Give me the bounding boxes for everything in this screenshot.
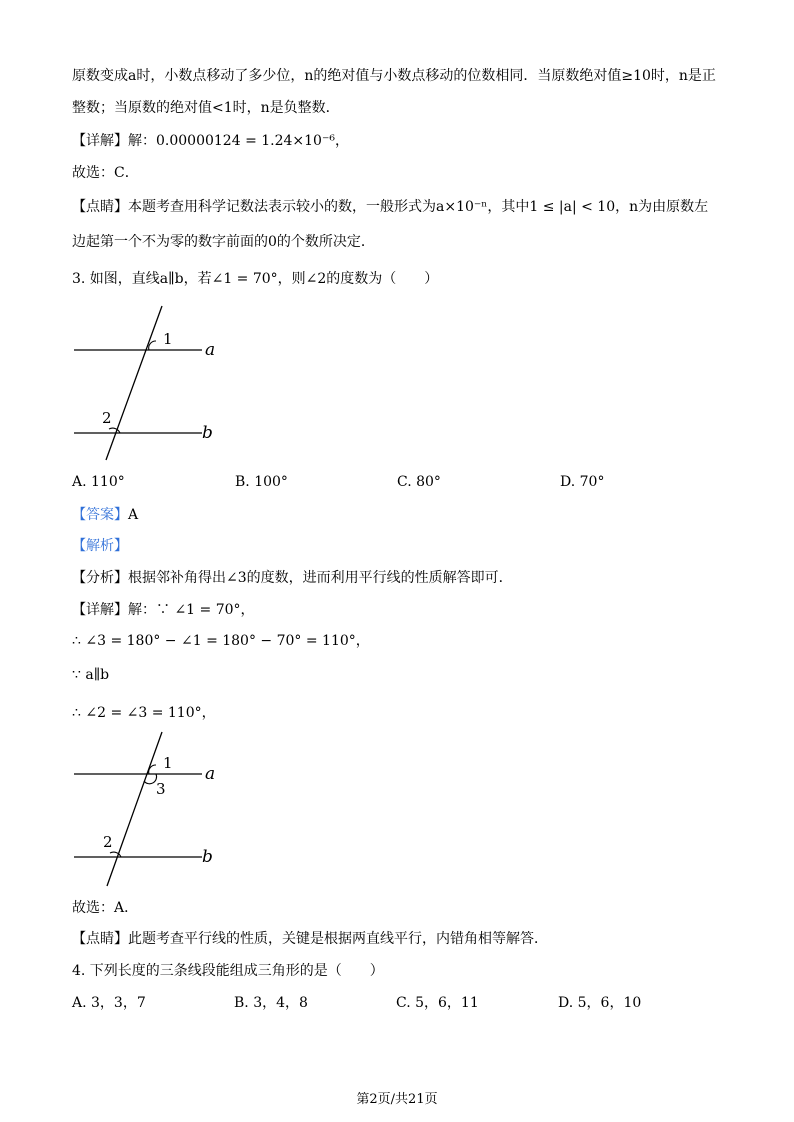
q3-option-d: D. 70°: [560, 474, 605, 490]
q3-stem: 3. 如图，直线a∥b，若∠1 = 70°，则∠2的度数为（ ）: [72, 271, 439, 287]
q3-step-4: ∴ ∠2 = ∠3 = 110°，: [72, 705, 216, 721]
parallel-lines-diagram: [60, 300, 260, 465]
q3-choice: 故选：A．: [72, 900, 139, 916]
q3-answer-line: [72, 505, 732, 525]
parallel-lines-diagram-annotated: [60, 726, 260, 891]
answer-tag: 【答案】: [72, 507, 128, 523]
q3-comment: 【点睛】此题考查平行线的性质，关键是根据两直线平行，内错角相等解答．: [72, 931, 548, 947]
q3-analysis: 【分析】根据邻补角得出∠3的度数，进而利用平行线的性质解答即可．: [72, 570, 513, 586]
q3-step-2: ∴ ∠3 = 180° − ∠1 = 180° − 70° = 110°，: [72, 633, 370, 649]
q3-figure-2: [60, 726, 260, 891]
line-a-label: a: [205, 340, 216, 360]
line-b-label: b: [202, 847, 213, 867]
transversal: [107, 732, 162, 886]
q2-comment-line-1: 【点睛】本题考查用科学记数法表示较小的数，一般形式为a×10⁻ⁿ，其中1 ≤ |a| < 10，n为由原数左: [72, 199, 709, 215]
angle-1-label: 1: [163, 754, 173, 772]
page-number-footer: 第2页/共21页: [356, 1092, 438, 1107]
q4-option-a: A. 3，3，7: [72, 995, 146, 1011]
q4-option-b: B. 3，4，8: [234, 995, 308, 1011]
intro-line-2: 整数；当原数的绝对值<1时，n是负整数．: [72, 100, 340, 116]
intro-line-1: 原数变成a时，小数点移动了多少位，n的绝对值与小数点移动的位数相同．当原数绝对值≥10时，n是正: [72, 68, 716, 84]
transversal: [106, 306, 162, 460]
analysis-tag: 【解析】: [72, 538, 128, 554]
angle-3-label: 3: [156, 780, 166, 798]
line-a-label: a: [205, 764, 216, 784]
angle-2-label: 2: [102, 409, 112, 427]
q3-option-c: C. 80°: [397, 474, 441, 490]
q4-option-d: D. 5，6，10: [558, 995, 642, 1011]
angle-2-arc: [109, 428, 120, 433]
angle-2-label: 2: [103, 833, 113, 851]
q3-step-1: 【详解】解：∵ ∠1 = 70°，: [72, 602, 255, 618]
q3-option-a: A. 110°: [72, 474, 125, 490]
q4-stem: 4. 下列长度的三条线段能组成三角形的是（ ）: [72, 963, 384, 979]
q2-detail: 【详解】解：0.00000124 = 1.24×10⁻⁶，: [72, 133, 349, 149]
line-b-label: b: [202, 423, 213, 443]
angle-1-arc: [149, 341, 156, 350]
q2-comment-line-2: 边起第一个不为零的数字前面的0的个数所决定．: [72, 234, 375, 250]
answer-value: A: [128, 507, 139, 523]
q3-option-b: B. 100°: [235, 474, 288, 490]
q3-figure-1: [60, 300, 260, 465]
q4-option-c: C. 5，6，11: [396, 995, 479, 1011]
q2-choice: 故选：C．: [72, 165, 139, 181]
q3-step-3: ∵ a∥b: [72, 667, 110, 683]
angle-1-label: 1: [163, 330, 173, 348]
